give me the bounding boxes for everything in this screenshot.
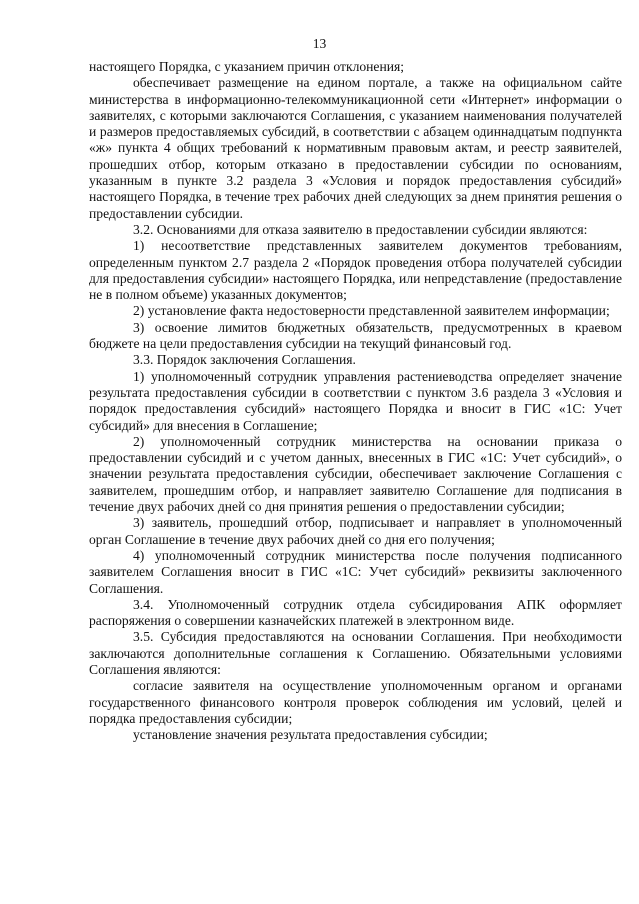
paragraph-3-5: 3.5. Субсидия предоставляются на основании Соглашения. При необходимости заключаются дополнительные соглашения к Соглашению. Обязательными условиями Соглашения являются: (89, 629, 622, 677)
paragraph-3-4: 3.4. Уполномоченный сотрудник отдела субсидирования АПК оформляет распоряжения о совершении казначейских платежей в электронном виде. (89, 596, 622, 629)
page-number: 13 (312, 36, 327, 51)
paragraph-3-5-condition-2: установление значения результата предоставления субсидии; (133, 727, 488, 743)
paragraph-3-3-item-1: 1) уполномоченный сотрудник управления растениеводства определяет значение результата предоставления субсидии в соответствии с пунктом 3.6 раздела 3 «Условия и порядок предоставления субсидий» настоящего Порядка и вносит в ГИС «1С: Учет субсидий» для внесения в Соглашение; (89, 368, 622, 433)
paragraph-3-2-heading: 3.2. Основаниями для отказа заявителю в предоставлении субсидии являются: (133, 221, 588, 237)
paragraph-3-2-item-3: 3) освоение лимитов бюджетных обязательств, предусмотренных в краевом бюджете на цели предоставления субсидии на текущий финансовый год. (89, 319, 622, 352)
paragraph-3-5-condition-1: согласие заявителя на осуществление уполномоченным органом и органами государственного финансового контроля проверок соблюдения им условий, целей и порядка предоставления субсидии; (89, 678, 622, 726)
paragraph-3-3-item-3: 3) заявитель, прошедший отбор, подписывает и направляет в уполномоченный орган Соглашение в течение двух рабочих дней со дня его получения; (89, 515, 622, 547)
paragraph-continuation: настоящего Порядка, с указанием причин отклонения; (89, 59, 405, 74)
paragraph-3-3-item-4: 4) уполномоченный сотрудник министерства после получения подписанного заявителем Соглашения вносит в ГИС «1С: Учет субсидий» реквизиты заключенного Соглашения. (89, 547, 622, 596)
document-body (89, 59, 622, 743)
paragraph-publication-duty: обеспечивает размещение на едином портале, а также на официальном сайте министерства в информационно-телекоммуникационной сети «Интернет» информации о заявителях, с которыми заключаются Соглашения, с указанием наименования получателей и размеров предоставляемых субсидий, в соответствии с абзацем одиннадцатым подпункта «ж» пункта 4 общих требований к нормативным правовым актам, и реестр заявителей, прошедших отбор, которым отказано в предоставлении субсидии по основаниям, указанным в пункте 3.2 раздела 3 «Условия и порядок предоставления субсидий» настоящего Порядка, в течение трех рабочих дней следующих за днем принятия решения о предоставлении субсидии. (89, 75, 622, 221)
paragraph-3-2-item-1: 1) несоответствие представленных заявителем документов требованиям, определенным пунктом 2.7 раздела 2 «Порядок проведения отбора получателей субсидии для предоставления субсидии» настоящего Порядка, или непредставление (предоставление не в полном объеме) указанных документов; (89, 238, 622, 303)
paragraph-3-3-item-2: 2) уполномоченный сотрудник министерства на основании приказа о предоставлении субсидий и с учетом данных, внесенных в ГИС «1С: Учет субсидий», о значении результата предоставления субсидии, обеспечивает заключение Соглашения с заявителем, прошедшим отбор, и направляет заявителю Соглашение для подписания в течение двух рабочих дней со дня принятия решения о предоставлении субсидии; (89, 433, 622, 515)
paragraph-3-3-heading: 3.3. Порядок заключения Соглашения. (133, 352, 356, 368)
paragraph-3-2-item-2: 2) установление факта недостоверности представленной заявителем информации; (133, 303, 610, 319)
